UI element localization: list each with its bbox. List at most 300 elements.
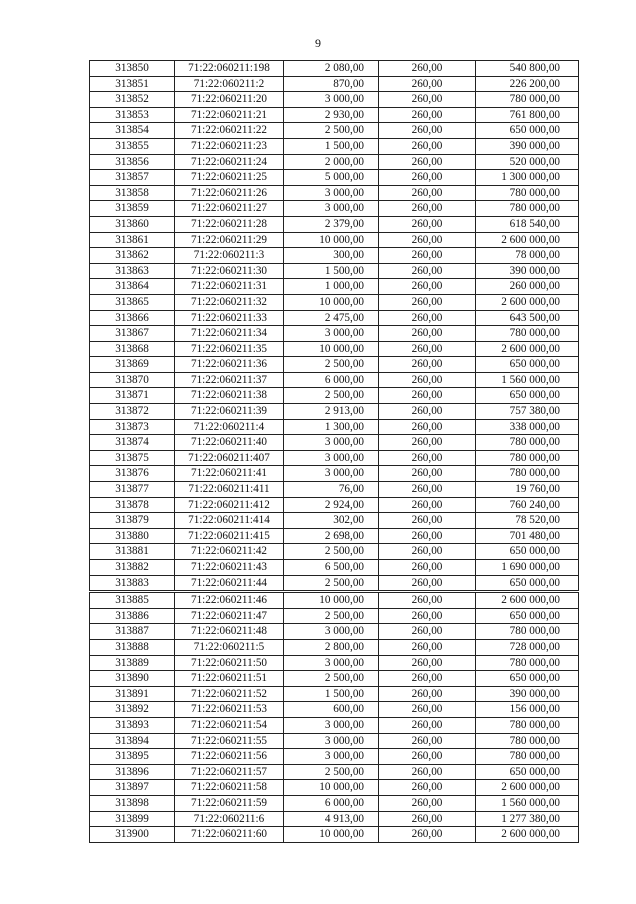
row-id-cell: 313858 bbox=[90, 185, 175, 201]
cost-cell: 780 000,00 bbox=[476, 435, 579, 451]
row-id-cell: 313897 bbox=[90, 780, 175, 796]
cost-cell: 780 000,00 bbox=[476, 185, 579, 201]
cost-cell: 338 000,00 bbox=[476, 419, 579, 435]
row-id-cell: 313893 bbox=[90, 717, 175, 733]
row-id-cell: 313879 bbox=[90, 513, 175, 529]
cadastral-number-cell: 71:22:060211:412 bbox=[175, 497, 284, 513]
cadastral-number-cell: 71:22:060211:415 bbox=[175, 528, 284, 544]
table-row bbox=[90, 780, 579, 796]
cost-cell: 650 000,00 bbox=[476, 123, 579, 139]
table-row bbox=[90, 123, 579, 139]
area-value-cell: 2 500,00 bbox=[284, 575, 379, 592]
cadastral-number-cell: 71:22:060211:55 bbox=[175, 733, 284, 749]
table-body bbox=[90, 61, 579, 843]
cost-cell: 1 300 000,00 bbox=[476, 170, 579, 186]
cost-cell: 1 690 000,00 bbox=[476, 560, 579, 576]
row-id-cell: 313877 bbox=[90, 482, 175, 498]
area-value-cell: 2 000,00 bbox=[284, 154, 379, 170]
rate-cell: 260,00 bbox=[379, 513, 476, 529]
row-id-cell: 313891 bbox=[90, 686, 175, 702]
table-row bbox=[90, 528, 579, 544]
rate-cell: 260,00 bbox=[379, 482, 476, 498]
row-id-cell: 313855 bbox=[90, 138, 175, 154]
rate-cell: 260,00 bbox=[379, 733, 476, 749]
area-value-cell: 3 000,00 bbox=[284, 92, 379, 108]
table-row bbox=[90, 404, 579, 420]
table-row bbox=[90, 608, 579, 624]
area-value-cell: 2 913,00 bbox=[284, 404, 379, 420]
row-id-cell: 313900 bbox=[90, 827, 175, 843]
rate-cell: 260,00 bbox=[379, 592, 476, 609]
row-id-cell: 313866 bbox=[90, 310, 175, 326]
rate-cell: 260,00 bbox=[379, 341, 476, 357]
cadastral-number-cell: 71:22:060211:35 bbox=[175, 341, 284, 357]
area-value-cell: 870,00 bbox=[284, 76, 379, 92]
table-row bbox=[90, 232, 579, 248]
table-row bbox=[90, 811, 579, 827]
rate-cell: 260,00 bbox=[379, 388, 476, 404]
cadastral-number-cell: 71:22:060211:3 bbox=[175, 248, 284, 264]
area-value-cell: 10 000,00 bbox=[284, 592, 379, 609]
area-value-cell: 3 000,00 bbox=[284, 733, 379, 749]
table-row bbox=[90, 201, 579, 217]
cost-cell: 757 380,00 bbox=[476, 404, 579, 420]
cadastral-number-cell: 71:22:060211:22 bbox=[175, 123, 284, 139]
rate-cell: 260,00 bbox=[379, 560, 476, 576]
table-row bbox=[90, 107, 579, 123]
table-row bbox=[90, 170, 579, 186]
row-id-cell: 313892 bbox=[90, 702, 175, 718]
row-id-cell: 313876 bbox=[90, 466, 175, 482]
cost-cell: 1 560 000,00 bbox=[476, 795, 579, 811]
cadastral-number-cell: 71:22:060211:42 bbox=[175, 544, 284, 560]
area-value-cell: 6 000,00 bbox=[284, 795, 379, 811]
area-value-cell: 2 800,00 bbox=[284, 639, 379, 655]
table-row bbox=[90, 357, 579, 373]
row-id-cell: 313887 bbox=[90, 624, 175, 640]
area-value-cell: 10 000,00 bbox=[284, 780, 379, 796]
rate-cell: 260,00 bbox=[379, 154, 476, 170]
area-value-cell: 2 500,00 bbox=[284, 544, 379, 560]
rate-cell: 260,00 bbox=[379, 248, 476, 264]
cost-cell: 390 000,00 bbox=[476, 263, 579, 279]
rate-cell: 260,00 bbox=[379, 435, 476, 451]
area-value-cell: 300,00 bbox=[284, 248, 379, 264]
rate-cell: 260,00 bbox=[379, 216, 476, 232]
rate-cell: 260,00 bbox=[379, 201, 476, 217]
table-row bbox=[90, 639, 579, 655]
cadastral-number-cell: 71:22:060211:39 bbox=[175, 404, 284, 420]
area-value-cell: 1 300,00 bbox=[284, 419, 379, 435]
rate-cell: 260,00 bbox=[379, 138, 476, 154]
row-id-cell: 313880 bbox=[90, 528, 175, 544]
cadastral-number-cell: 71:22:060211:60 bbox=[175, 827, 284, 843]
table-row bbox=[90, 185, 579, 201]
page-number: 9 bbox=[315, 36, 321, 50]
table-row bbox=[90, 544, 579, 560]
cadastral-number-cell: 71:22:060211:40 bbox=[175, 435, 284, 451]
table-row bbox=[90, 655, 579, 671]
area-value-cell: 6 500,00 bbox=[284, 560, 379, 576]
row-id-cell: 313863 bbox=[90, 263, 175, 279]
row-id-cell: 313881 bbox=[90, 544, 175, 560]
row-id-cell: 313870 bbox=[90, 372, 175, 388]
area-value-cell: 3 000,00 bbox=[284, 717, 379, 733]
cadastral-number-cell: 71:22:060211:23 bbox=[175, 138, 284, 154]
cost-cell: 728 000,00 bbox=[476, 639, 579, 655]
cost-cell: 650 000,00 bbox=[476, 544, 579, 560]
area-value-cell: 10 000,00 bbox=[284, 827, 379, 843]
row-id-cell: 313853 bbox=[90, 107, 175, 123]
cost-cell: 520 000,00 bbox=[476, 154, 579, 170]
cadastral-number-cell: 71:22:060211:52 bbox=[175, 686, 284, 702]
area-value-cell: 3 000,00 bbox=[284, 201, 379, 217]
row-id-cell: 313898 bbox=[90, 795, 175, 811]
area-value-cell: 2 080,00 bbox=[284, 61, 379, 77]
cadastral-number-cell: 71:22:060211:6 bbox=[175, 811, 284, 827]
area-value-cell: 3 000,00 bbox=[284, 326, 379, 342]
cost-cell: 760 240,00 bbox=[476, 497, 579, 513]
cost-cell: 643 500,00 bbox=[476, 310, 579, 326]
rate-cell: 260,00 bbox=[379, 170, 476, 186]
rate-cell: 260,00 bbox=[379, 357, 476, 373]
table-row bbox=[90, 795, 579, 811]
cadastral-number-cell: 71:22:060211:53 bbox=[175, 702, 284, 718]
cadastral-number-cell: 71:22:060211:54 bbox=[175, 717, 284, 733]
table-row bbox=[90, 733, 579, 749]
area-value-cell: 3 000,00 bbox=[284, 655, 379, 671]
area-value-cell: 10 000,00 bbox=[284, 341, 379, 357]
table-row bbox=[90, 310, 579, 326]
area-value-cell: 302,00 bbox=[284, 513, 379, 529]
cost-cell: 618 540,00 bbox=[476, 216, 579, 232]
rate-cell: 260,00 bbox=[379, 404, 476, 420]
rate-cell: 260,00 bbox=[379, 575, 476, 592]
area-value-cell: 1 500,00 bbox=[284, 138, 379, 154]
cadastral-number-cell: 71:22:060211:4 bbox=[175, 419, 284, 435]
table-row bbox=[90, 419, 579, 435]
row-id-cell: 313862 bbox=[90, 248, 175, 264]
row-id-cell: 313871 bbox=[90, 388, 175, 404]
cost-cell: 2 600 000,00 bbox=[476, 232, 579, 248]
cadastral-number-cell: 71:22:060211:43 bbox=[175, 560, 284, 576]
cadastral-number-cell: 71:22:060211:36 bbox=[175, 357, 284, 373]
rate-cell: 260,00 bbox=[379, 76, 476, 92]
row-id-cell: 313882 bbox=[90, 560, 175, 576]
rate-cell: 260,00 bbox=[379, 749, 476, 765]
table-row bbox=[90, 388, 579, 404]
rate-cell: 260,00 bbox=[379, 61, 476, 77]
cost-cell: 19 760,00 bbox=[476, 482, 579, 498]
row-id-cell: 313895 bbox=[90, 749, 175, 765]
cadastral-number-cell: 71:22:060211:20 bbox=[175, 92, 284, 108]
cadastral-number-cell: 71:22:060211:44 bbox=[175, 575, 284, 592]
area-value-cell: 2 698,00 bbox=[284, 528, 379, 544]
table-row bbox=[90, 450, 579, 466]
table-row bbox=[90, 466, 579, 482]
table-row bbox=[90, 294, 579, 310]
row-id-cell: 313886 bbox=[90, 608, 175, 624]
cadastral-number-cell: 71:22:060211:198 bbox=[175, 61, 284, 77]
cost-cell: 2 600 000,00 bbox=[476, 294, 579, 310]
table-row bbox=[90, 372, 579, 388]
rate-cell: 260,00 bbox=[379, 717, 476, 733]
area-value-cell: 2 379,00 bbox=[284, 216, 379, 232]
rate-cell: 260,00 bbox=[379, 107, 476, 123]
area-value-cell: 4 913,00 bbox=[284, 811, 379, 827]
row-id-cell: 313867 bbox=[90, 326, 175, 342]
area-value-cell: 3 000,00 bbox=[284, 185, 379, 201]
row-id-cell: 313864 bbox=[90, 279, 175, 295]
row-id-cell: 313885 bbox=[90, 592, 175, 609]
rate-cell: 260,00 bbox=[379, 780, 476, 796]
row-id-cell: 313878 bbox=[90, 497, 175, 513]
table-row bbox=[90, 497, 579, 513]
cost-cell: 761 800,00 bbox=[476, 107, 579, 123]
area-value-cell: 1 000,00 bbox=[284, 279, 379, 295]
cost-cell: 390 000,00 bbox=[476, 686, 579, 702]
cost-cell: 540 800,00 bbox=[476, 61, 579, 77]
table-row bbox=[90, 717, 579, 733]
rate-cell: 260,00 bbox=[379, 294, 476, 310]
table-row bbox=[90, 827, 579, 843]
rate-cell: 260,00 bbox=[379, 544, 476, 560]
cadastral-number-cell: 71:22:060211:46 bbox=[175, 592, 284, 609]
area-value-cell: 2 500,00 bbox=[284, 388, 379, 404]
cadastral-number-cell: 71:22:060211:407 bbox=[175, 450, 284, 466]
cadastral-number-cell: 71:22:060211:27 bbox=[175, 201, 284, 217]
rate-cell: 260,00 bbox=[379, 624, 476, 640]
table-row bbox=[90, 154, 579, 170]
cadastral-number-cell: 71:22:060211:56 bbox=[175, 749, 284, 765]
table-row bbox=[90, 482, 579, 498]
rate-cell: 260,00 bbox=[379, 764, 476, 780]
rate-cell: 260,00 bbox=[379, 795, 476, 811]
row-id-cell: 313856 bbox=[90, 154, 175, 170]
rate-cell: 260,00 bbox=[379, 608, 476, 624]
area-value-cell: 6 000,00 bbox=[284, 372, 379, 388]
cadastral-number-cell: 71:22:060211:31 bbox=[175, 279, 284, 295]
area-value-cell: 2 500,00 bbox=[284, 764, 379, 780]
area-value-cell: 2 500,00 bbox=[284, 357, 379, 373]
cost-cell: 780 000,00 bbox=[476, 450, 579, 466]
cadastral-number-cell: 71:22:060211:2 bbox=[175, 76, 284, 92]
area-value-cell: 2 930,00 bbox=[284, 107, 379, 123]
cost-cell: 650 000,00 bbox=[476, 764, 579, 780]
table-row bbox=[90, 326, 579, 342]
cadastral-number-cell: 71:22:060211:48 bbox=[175, 624, 284, 640]
table-row bbox=[90, 592, 579, 609]
rate-cell: 260,00 bbox=[379, 450, 476, 466]
cadastral-number-cell: 71:22:060211:51 bbox=[175, 671, 284, 687]
row-id-cell: 313890 bbox=[90, 671, 175, 687]
row-id-cell: 313851 bbox=[90, 76, 175, 92]
row-id-cell: 313896 bbox=[90, 764, 175, 780]
cadastral-number-cell: 71:22:060211:37 bbox=[175, 372, 284, 388]
table-row bbox=[90, 263, 579, 279]
rate-cell: 260,00 bbox=[379, 655, 476, 671]
cost-cell: 78 000,00 bbox=[476, 248, 579, 264]
table-row bbox=[90, 76, 579, 92]
row-id-cell: 313854 bbox=[90, 123, 175, 139]
row-id-cell: 313868 bbox=[90, 341, 175, 357]
table-row bbox=[90, 686, 579, 702]
cost-cell: 701 480,00 bbox=[476, 528, 579, 544]
cost-cell: 390 000,00 bbox=[476, 138, 579, 154]
table-row bbox=[90, 341, 579, 357]
table-row bbox=[90, 216, 579, 232]
area-value-cell: 2 475,00 bbox=[284, 310, 379, 326]
cadastral-number-cell: 71:22:060211:21 bbox=[175, 107, 284, 123]
rate-cell: 260,00 bbox=[379, 671, 476, 687]
area-value-cell: 3 000,00 bbox=[284, 466, 379, 482]
table-row bbox=[90, 702, 579, 718]
table-row bbox=[90, 279, 579, 295]
row-id-cell: 313873 bbox=[90, 419, 175, 435]
table-row bbox=[90, 671, 579, 687]
table-row bbox=[90, 575, 579, 592]
table-row bbox=[90, 61, 579, 77]
row-id-cell: 313883 bbox=[90, 575, 175, 592]
row-id-cell: 313874 bbox=[90, 435, 175, 451]
rate-cell: 260,00 bbox=[379, 263, 476, 279]
cost-cell: 2 600 000,00 bbox=[476, 592, 579, 609]
cost-cell: 780 000,00 bbox=[476, 201, 579, 217]
row-id-cell: 313872 bbox=[90, 404, 175, 420]
rate-cell: 260,00 bbox=[379, 702, 476, 718]
table-row bbox=[90, 92, 579, 108]
data-table bbox=[89, 60, 579, 843]
rate-cell: 260,00 bbox=[379, 279, 476, 295]
cadastral-number-cell: 71:22:060211:32 bbox=[175, 294, 284, 310]
rate-cell: 260,00 bbox=[379, 123, 476, 139]
cadastral-number-cell: 71:22:060211:38 bbox=[175, 388, 284, 404]
table-row bbox=[90, 764, 579, 780]
cost-cell: 780 000,00 bbox=[476, 326, 579, 342]
cadastral-number-cell: 71:22:060211:5 bbox=[175, 639, 284, 655]
cadastral-number-cell: 71:22:060211:29 bbox=[175, 232, 284, 248]
area-value-cell: 1 500,00 bbox=[284, 263, 379, 279]
cost-cell: 2 600 000,00 bbox=[476, 780, 579, 796]
row-id-cell: 313857 bbox=[90, 170, 175, 186]
area-value-cell: 1 500,00 bbox=[284, 686, 379, 702]
rate-cell: 260,00 bbox=[379, 232, 476, 248]
area-value-cell: 3 000,00 bbox=[284, 450, 379, 466]
area-value-cell: 3 000,00 bbox=[284, 624, 379, 640]
rate-cell: 260,00 bbox=[379, 419, 476, 435]
row-id-cell: 313850 bbox=[90, 61, 175, 77]
area-value-cell: 2 500,00 bbox=[284, 671, 379, 687]
cost-cell: 780 000,00 bbox=[476, 717, 579, 733]
rate-cell: 260,00 bbox=[379, 185, 476, 201]
rate-cell: 260,00 bbox=[379, 310, 476, 326]
row-id-cell: 313852 bbox=[90, 92, 175, 108]
table-row bbox=[90, 513, 579, 529]
area-value-cell: 10 000,00 bbox=[284, 294, 379, 310]
area-value-cell: 5 000,00 bbox=[284, 170, 379, 186]
cost-cell: 650 000,00 bbox=[476, 575, 579, 592]
cost-cell: 650 000,00 bbox=[476, 608, 579, 624]
cadastral-number-cell: 71:22:060211:25 bbox=[175, 170, 284, 186]
rate-cell: 260,00 bbox=[379, 528, 476, 544]
cost-cell: 260 000,00 bbox=[476, 279, 579, 295]
row-id-cell: 313859 bbox=[90, 201, 175, 217]
cost-cell: 780 000,00 bbox=[476, 749, 579, 765]
row-id-cell: 313869 bbox=[90, 357, 175, 373]
rate-cell: 260,00 bbox=[379, 326, 476, 342]
rate-cell: 260,00 bbox=[379, 372, 476, 388]
cadastral-number-cell: 71:22:060211:34 bbox=[175, 326, 284, 342]
cadastral-number-cell: 71:22:060211:33 bbox=[175, 310, 284, 326]
cost-cell: 780 000,00 bbox=[476, 92, 579, 108]
cadastral-number-cell: 71:22:060211:41 bbox=[175, 466, 284, 482]
area-value-cell: 3 000,00 bbox=[284, 435, 379, 451]
cost-cell: 2 600 000,00 bbox=[476, 827, 579, 843]
row-id-cell: 313888 bbox=[90, 639, 175, 655]
table-row bbox=[90, 624, 579, 640]
table-row bbox=[90, 248, 579, 264]
cadastral-number-cell: 71:22:060211:57 bbox=[175, 764, 284, 780]
cost-cell: 226 200,00 bbox=[476, 76, 579, 92]
rate-cell: 260,00 bbox=[379, 686, 476, 702]
row-id-cell: 313894 bbox=[90, 733, 175, 749]
cost-cell: 780 000,00 bbox=[476, 733, 579, 749]
table-row bbox=[90, 435, 579, 451]
row-id-cell: 313860 bbox=[90, 216, 175, 232]
cadastral-number-cell: 71:22:060211:414 bbox=[175, 513, 284, 529]
row-id-cell: 313875 bbox=[90, 450, 175, 466]
area-value-cell: 3 000,00 bbox=[284, 749, 379, 765]
cost-cell: 650 000,00 bbox=[476, 388, 579, 404]
cadastral-number-cell: 71:22:060211:26 bbox=[175, 185, 284, 201]
data-table-container bbox=[89, 60, 579, 843]
cadastral-number-cell: 71:22:060211:24 bbox=[175, 154, 284, 170]
table-row bbox=[90, 560, 579, 576]
table-row bbox=[90, 749, 579, 765]
cost-cell: 780 000,00 bbox=[476, 655, 579, 671]
area-value-cell: 2 924,00 bbox=[284, 497, 379, 513]
row-id-cell: 313865 bbox=[90, 294, 175, 310]
cost-cell: 156 000,00 bbox=[476, 702, 579, 718]
area-value-cell: 600,00 bbox=[284, 702, 379, 718]
cost-cell: 1 560 000,00 bbox=[476, 372, 579, 388]
rate-cell: 260,00 bbox=[379, 466, 476, 482]
cost-cell: 650 000,00 bbox=[476, 671, 579, 687]
area-value-cell: 2 500,00 bbox=[284, 608, 379, 624]
area-value-cell: 2 500,00 bbox=[284, 123, 379, 139]
rate-cell: 260,00 bbox=[379, 639, 476, 655]
area-value-cell: 76,00 bbox=[284, 482, 379, 498]
cost-cell: 2 600 000,00 bbox=[476, 341, 579, 357]
row-id-cell: 313899 bbox=[90, 811, 175, 827]
area-value-cell: 10 000,00 bbox=[284, 232, 379, 248]
cost-cell: 780 000,00 bbox=[476, 624, 579, 640]
cadastral-number-cell: 71:22:060211:50 bbox=[175, 655, 284, 671]
cadastral-number-cell: 71:22:060211:47 bbox=[175, 608, 284, 624]
cost-cell: 780 000,00 bbox=[476, 466, 579, 482]
rate-cell: 260,00 bbox=[379, 827, 476, 843]
cadastral-number-cell: 71:22:060211:30 bbox=[175, 263, 284, 279]
rate-cell: 260,00 bbox=[379, 497, 476, 513]
rate-cell: 260,00 bbox=[379, 811, 476, 827]
cadastral-number-cell: 71:22:060211:411 bbox=[175, 482, 284, 498]
row-id-cell: 313861 bbox=[90, 232, 175, 248]
rate-cell: 260,00 bbox=[379, 92, 476, 108]
cadastral-number-cell: 71:22:060211:59 bbox=[175, 795, 284, 811]
cost-cell: 1 277 380,00 bbox=[476, 811, 579, 827]
cadastral-number-cell: 71:22:060211:28 bbox=[175, 216, 284, 232]
cost-cell: 78 520,00 bbox=[476, 513, 579, 529]
